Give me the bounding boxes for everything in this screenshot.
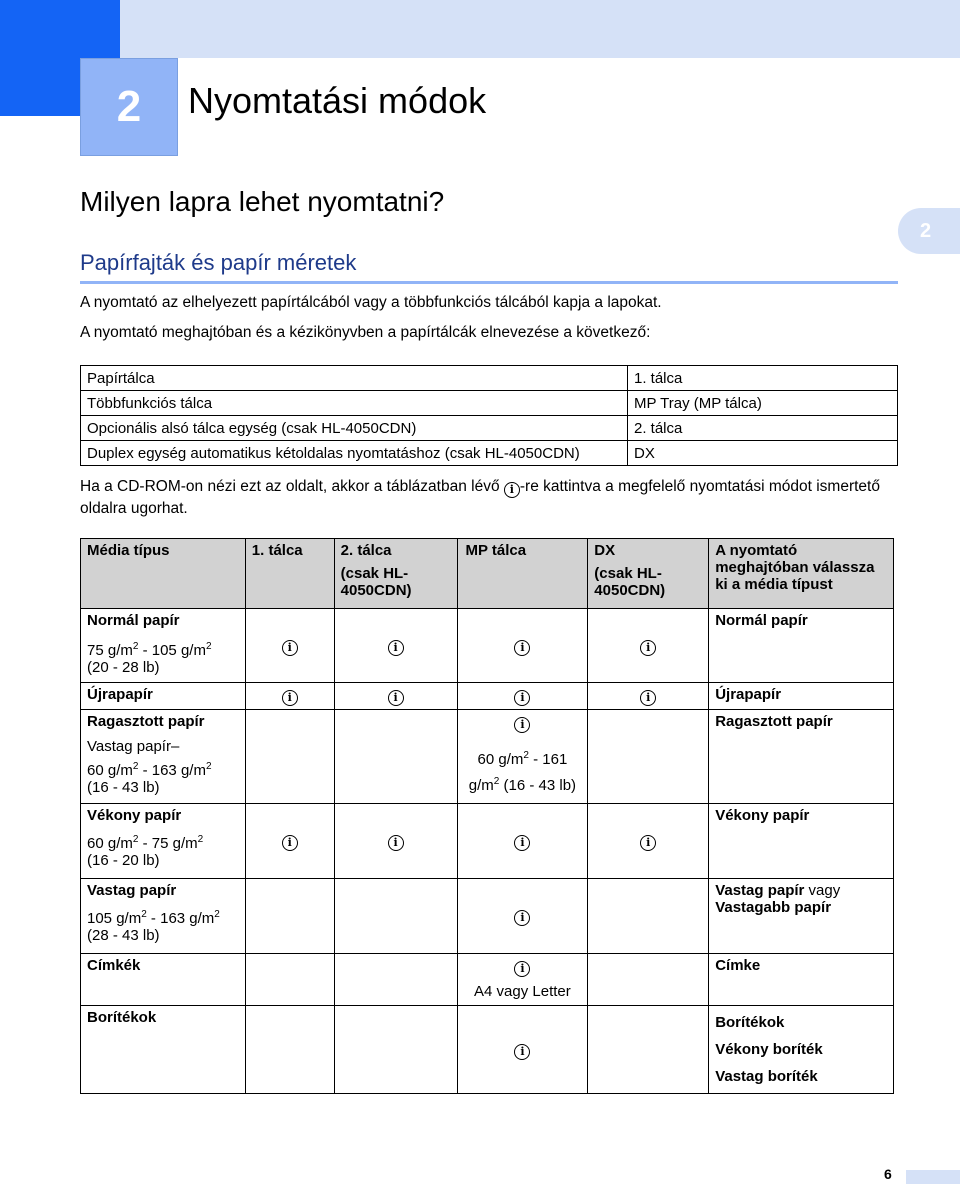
- chapter-title: Nyomtatási módok: [188, 80, 487, 121]
- header-tray1: 1. tálca: [245, 539, 334, 609]
- tray-label: 2. tálca: [628, 416, 898, 441]
- side-tab: 2: [898, 208, 960, 254]
- table-row: [81, 879, 894, 954]
- section-heading: Milyen lapra lehet nyomtatni?: [80, 186, 445, 217]
- chapter-number: 2: [80, 58, 178, 156]
- info-icon[interactable]: i: [640, 690, 656, 706]
- tray-name: Többfunkciós tálca: [81, 391, 628, 416]
- driver-thin: Vékony papír: [709, 804, 894, 879]
- info-icon[interactable]: i: [388, 640, 404, 656]
- paragraph-1: A nyomtató az elhelyezett papírtálcából vagy a többfunkciós tálcából kapja a lapokat.: [80, 294, 662, 311]
- info-icon[interactable]: i: [514, 1044, 530, 1060]
- table-row: [81, 416, 898, 441]
- info-icon[interactable]: i: [504, 482, 520, 498]
- table-row: [81, 366, 898, 391]
- info-icon[interactable]: i: [514, 910, 530, 926]
- media-bond: Ragasztott papír Vastag papír– 60 $g/m^2 - 163$ $g/m^2$ (16 - 43 lb): [81, 710, 246, 804]
- table-row: [81, 804, 894, 879]
- header-dx: DX (csak HL-4050CDN): [588, 539, 709, 609]
- header-media-type: Média típus: [81, 539, 246, 609]
- info-icon[interactable]: i: [640, 835, 656, 851]
- heading-rule: [80, 281, 898, 284]
- media-recycled: Újrapapír: [81, 683, 246, 710]
- table-row: [81, 1006, 894, 1094]
- media-normal: Normál papír 75 $g/m^2 - 105$ $g/m^2$ (20 - 28 lb): [81, 609, 246, 683]
- info-icon[interactable]: i: [514, 717, 530, 733]
- info-icon[interactable]: i: [640, 640, 656, 656]
- media-thin: Vékony papír 60 $g/m^2 - 75$ $g/m^2$ (16 - 20 lb): [81, 804, 246, 879]
- media-labels: Címkék: [81, 954, 246, 1006]
- info-icon[interactable]: i: [282, 835, 298, 851]
- media-envelopes: Borítékok: [81, 1006, 246, 1094]
- header-mp-tray: MP tálca: [457, 539, 588, 609]
- media-thick: Vastag papír 105 $g/m^2 - 163$ $g/m^2$ (28 - 43 lb): [81, 879, 246, 954]
- driver-labels: Címke: [709, 954, 894, 1006]
- header-tray2: 2. tálca (csak HL-4050CDN): [334, 539, 457, 609]
- info-icon[interactable]: i: [514, 640, 530, 656]
- driver-bond: Ragasztott papír: [709, 710, 894, 804]
- table-row: [81, 683, 894, 710]
- tray-name: Duplex egység automatikus kétoldalas nyomtatáshoz (csak HL-4050CDN): [81, 441, 628, 466]
- paragraph-2: A nyomtató meghajtóban és a kézikönyvben a papírtálcák elnevezése a következő:: [80, 324, 651, 341]
- info-icon[interactable]: i: [282, 640, 298, 656]
- info-icon[interactable]: i: [514, 961, 530, 977]
- table-header-row: [81, 539, 894, 609]
- tray-names-table: [80, 365, 898, 466]
- tray-name: Papírtálca: [81, 366, 628, 391]
- driver-recycled: Újrapapír: [709, 683, 894, 710]
- footer-band: [906, 1170, 960, 1184]
- driver-envelopes: Borítékok Vékony boríték Vastag boríték: [709, 1006, 894, 1094]
- driver-normal: Normál papír: [709, 609, 894, 683]
- tray-label: MP Tray (MP tálca): [628, 391, 898, 416]
- table-row: Címkék i A4 vagy Letter Címke: [81, 954, 894, 1006]
- media-type-table: [80, 538, 894, 1094]
- table-row: [81, 609, 894, 683]
- table-row: [81, 391, 898, 416]
- info-icon[interactable]: i: [282, 690, 298, 706]
- subsection-heading: Papírfajták és papír méretek: [80, 250, 357, 275]
- header-band: [120, 0, 960, 58]
- info-icon[interactable]: i: [514, 835, 530, 851]
- page-number: 6: [884, 1166, 892, 1182]
- tray-name: Opcionális alsó tálca egység (csak HL-4050CDN): [81, 416, 628, 441]
- table-row: [81, 441, 898, 466]
- paragraph-3: Ha a CD-ROM-on nézi ezt az oldalt, akkor a táblázatban lévő i -re kattintva a megfelelő nyomtatási módot ismertető oldalra ugorhat.: [80, 478, 880, 517]
- info-icon[interactable]: i: [388, 835, 404, 851]
- tray-label: DX: [628, 441, 898, 466]
- table-row: Ragasztott papír Vastag papír– 60 $g/m^2 - 163$ $g/m^2$ (16 - 43 lb) i 60 $g/m^2 - 161$ $g/m^2$ (16 - 43 lb) Ragasztott papír: [81, 710, 894, 804]
- tray-label: 1. tálca: [628, 366, 898, 391]
- driver-thick: Vastag papír vagy Vastagabb papír: [709, 879, 894, 954]
- info-icon[interactable]: i: [388, 690, 404, 706]
- info-icon[interactable]: i: [514, 690, 530, 706]
- header-driver-media: A nyomtató meghajtóban válassza ki a média típust: [709, 539, 894, 609]
